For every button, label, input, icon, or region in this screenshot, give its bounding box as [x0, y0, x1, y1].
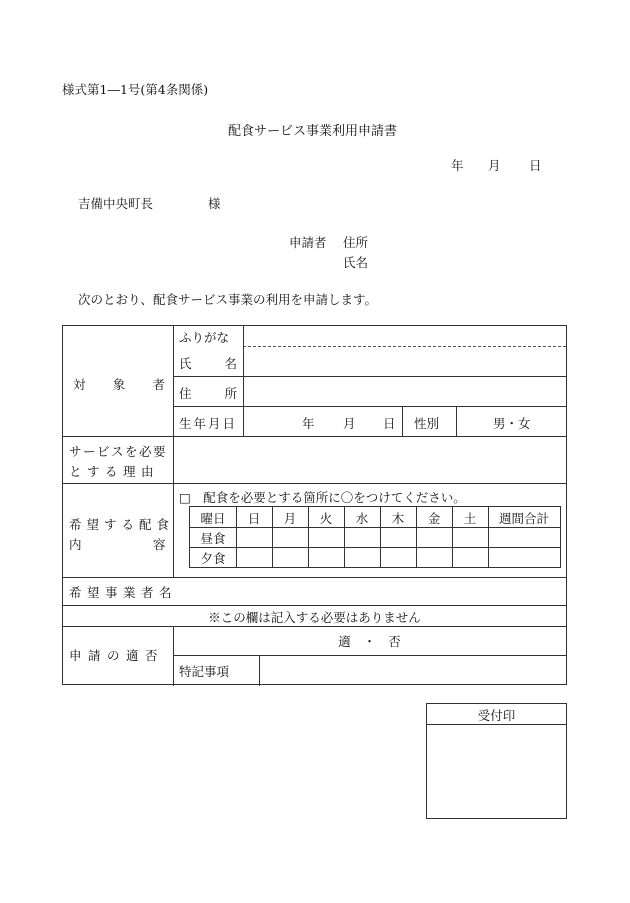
meal-header-mon: 月 — [283, 511, 297, 526]
application-table — [62, 325, 567, 685]
name-label-char: 名 — [224, 356, 237, 371]
birth-year: 年 — [302, 416, 315, 431]
meal-header-thu: 木 — [391, 511, 405, 526]
meal-header-sat: 土 — [463, 511, 477, 526]
address-label-char: 所 — [224, 386, 237, 401]
meal-label-line2-a: 内 — [69, 537, 82, 552]
meal-row-lunch: 昼食 — [200, 531, 226, 546]
office-use-note: ※この欄は記入する必要はありません — [208, 610, 421, 625]
date-year: 年 — [451, 158, 464, 173]
applicant-name-label: 氏名 — [343, 255, 369, 270]
reason-label-line2: とする理由 — [69, 464, 160, 479]
address-label-char: 住 — [179, 386, 192, 401]
addressee-name: 吉備中央町長 — [78, 196, 154, 211]
form-number: 様式第1―1号(第4条関係) — [62, 82, 209, 97]
subject-label-char: 者 — [152, 377, 165, 392]
subject-label-char: 対 — [73, 377, 86, 392]
meal-label-line1: 希望する配食 — [69, 517, 175, 532]
subject-label — [73, 375, 165, 393]
intro-text: 次のとおり、配食サービス事業の利用を申請します。 — [78, 292, 378, 307]
special-notes-label: 特記事項 — [179, 664, 230, 679]
birth-day: 日 — [383, 416, 396, 431]
date-day: 日 — [529, 158, 542, 173]
reception-stamp-label: 受付印 — [477, 708, 516, 723]
meal-label-line2-b: 容 — [153, 537, 166, 552]
meal-instruction: □ 配食を必要とする箇所に〇をつけてください。 — [179, 490, 466, 505]
approval-value: 適 ・ 否 — [338, 634, 401, 649]
gender-label: 性別 — [414, 416, 440, 431]
birth-month: 月 — [343, 416, 356, 431]
reception-stamp-box — [426, 703, 567, 819]
meal-header-tue: 火 — [319, 511, 333, 526]
approval-label: 申請の適否 — [69, 648, 165, 663]
meal-grid — [189, 506, 561, 568]
meal-header-sun: 日 — [247, 511, 261, 526]
furigana-label: ふりがな — [179, 330, 230, 345]
document-title: 配食サービス事業利用申請書 — [228, 124, 398, 139]
address-label — [179, 384, 237, 402]
date-month: 月 — [488, 158, 501, 173]
addressee-honorific: 様 — [208, 196, 221, 211]
applicant-address-label: 住所 — [343, 235, 369, 250]
meal-row-dinner: 夕食 — [200, 551, 226, 566]
gender-value: 男・女 — [493, 416, 531, 431]
name-label — [179, 354, 237, 372]
name-label-char: 氏 — [179, 356, 192, 371]
meal-header-fri: 金 — [427, 511, 441, 526]
meal-header-day: 曜日 — [200, 511, 226, 526]
meal-header-weekly-total: 週間合計 — [498, 511, 549, 526]
applicant-label: 申請者 — [289, 235, 327, 250]
meal-header-wed: 水 — [355, 511, 369, 526]
birthdate-label: 生年月日 — [179, 416, 238, 431]
subject-label-char: 象 — [112, 377, 126, 392]
provider-label: 希望事業者名 — [69, 585, 178, 600]
reason-label-line1: サービスを必要 — [69, 444, 168, 459]
